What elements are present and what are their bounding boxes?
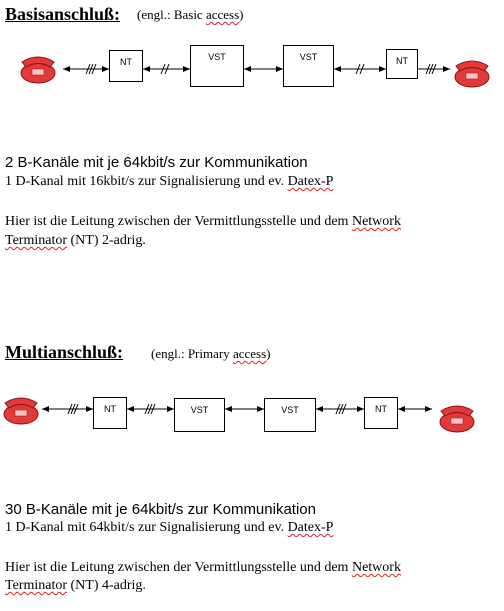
telephone-icon xyxy=(455,61,489,87)
multi-heading: Multianschluß: xyxy=(5,342,124,362)
multi-terminator-squig: Terminator xyxy=(5,578,67,593)
basic-heading: Basisanschluß: xyxy=(5,4,121,24)
telephone-icon xyxy=(4,398,38,424)
basic-terminator-squig: Terminator xyxy=(5,233,67,248)
multi-nt-left-box: NT xyxy=(93,397,127,429)
multi-connections xyxy=(0,384,504,444)
telephone-icon xyxy=(440,406,474,432)
basic-note-squig: access xyxy=(205,7,240,22)
basic-diagram xyxy=(0,40,504,100)
multi-vst-left-box: VST xyxy=(174,398,225,432)
basic-para-line2: Terminator (NT) 2-adrig. xyxy=(5,233,146,248)
multi-para-line2: Terminator (NT) 4-adrig. xyxy=(5,578,146,593)
basic-note: (engl.: Basic access) xyxy=(137,7,244,22)
multi-note: (engl.: Primary access) xyxy=(151,346,271,361)
basic-network-squig: Network xyxy=(351,214,401,229)
multi-note-squig: access xyxy=(232,346,267,361)
basic-connections xyxy=(0,40,504,100)
multi-nt-right-box: NT xyxy=(364,397,398,429)
multi-vst-right-box: VST xyxy=(264,398,316,432)
basic-d-channel: 1 D-Kanal mit 16kbit/s zur Signalisierung und ev. Datex-P xyxy=(5,174,334,189)
basic-nt-left-box: NT xyxy=(109,50,143,82)
basic-vst-left-box: VST xyxy=(190,45,244,87)
basic-para-line1: Hier ist die Leitung zwischen der Vermittlungsstelle und dem Network xyxy=(5,214,401,229)
multi-diagram xyxy=(0,384,504,444)
multi-datex-squig: Datex-P xyxy=(287,520,334,535)
multi-network-squig: Network xyxy=(351,560,401,575)
basic-nt-right-box: NT xyxy=(386,49,418,79)
telephone-icon xyxy=(21,57,55,83)
basic-vst-right-box: VST xyxy=(283,45,334,87)
multi-d-channel: 1 D-Kanal mit 64kbit/s zur Signalisierung und ev. Datex-P xyxy=(5,520,334,535)
basic-datex-squig: Datex-P xyxy=(287,174,334,189)
basic-b-channels: 2 B-Kanäle mit je 64kbit/s zur Kommunikation xyxy=(5,154,308,171)
multi-b-channels: 30 B-Kanäle mit je 64kbit/s zur Kommunikation xyxy=(5,501,316,518)
multi-para-line1: Hier ist die Leitung zwischen der Vermittlungsstelle und dem Network xyxy=(5,560,401,575)
